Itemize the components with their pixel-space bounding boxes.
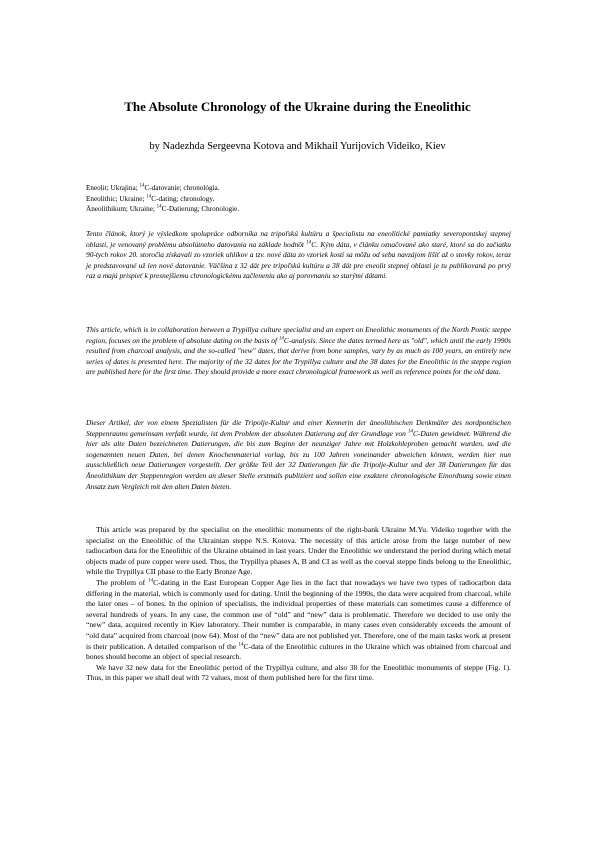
abstract-slovak: Tento článok, ktorý je výsledkom spolupráce odborníka na tripoľskú kultúru a špecialistu na eneolitické pamiatky severopontskej stepnej oblasti, je venovaný problému absolútneho datovania na základe hodnôt $^{14}$C. Kým dáta, v článku označované ako staré, ktoré sa do začiatku 90-tych rokov 20. storočia získavali zo vzoriek uhlíkov a tzv. nové dáta zo vzoriek kostí sa môžu od seba navzájom líšiť až o stovky rokov, teraz je predstavované už len nové datovanie. Väčšina z 32 dát pre tripoľskú kultúru a 38 dát pre eneolit stepnej oblasti je tu publikovaná po prvý raz a majú prispieť k presnejšiemu chronologickému začleneniu ako aj porovnaniu so starými dátami. xyxy=(86,229,511,281)
body-paragraph-3: We have 32 new data for the Eneolithic period of the Trypillya culture, and also 38 for the Eneolithic monuments of steppe (Fig. 1). Thus, in this paper we shall deal with 72 values, most of them published here for the first time. xyxy=(86,662,511,683)
keywords-english: Eneolithic; Ukraine; $^{14}$C-dating; chronology. xyxy=(86,194,215,203)
body-text xyxy=(86,525,511,684)
keywords-german: Äneolithikum; Ukraine; $^{14}$C-Datierung; Chronologie. xyxy=(86,204,240,213)
keywords-slovak: Eneolit; Ukrajina; $^{14}$C-datovanie; chronológia. xyxy=(86,183,220,192)
paper-title: The Absolute Chronology of the Ukraine during the Eneolithic xyxy=(124,99,471,114)
abstract-german: Dieser Artikel, der von einem Spezialisten für die Tripolje-Kultur und einer Kennerin der äneolithischen Denkmäler des nordpontischen Steppenraums gemeinsam verfaßt wurde, ist dem Problem der absoluten Datierung auf der Grundlage von $^{14}$C-Daten gewidmet. Während die hier als alte Daten bezeichneten Datierungen, die bis zum Beginn der neunziger Jahre mit Holzkohleproben gemacht wurden, und die sogenannten neuen Daten, bei denen Knochenmaterial vorlag, bis zu 100 Jahren voneinander abweichen können, werden hier nun ausschließlich neue Datierungen vorgestellt. Der größte Teil der 32 Datierungen für die Tripolje-Kultur und der 38 Datierungen für das Äneolithikum der Steppenregion werden an dieser Stelle erstmals publiziert und sollen eine exaktere chronologische Einordnung sowie einen Ansatz zum Vergleich mit den alten Daten bieten. xyxy=(86,418,511,491)
abstract-english: This article, which is in collaboration between a Trypillya culture specialist and an expert on Eneolithic monuments of the North Pontic steppe region, focuses on the problem of absolute dating on the basis of $^{14}$C-analysis. Since the dates termed here as "old", which until the early 1990s resulted from charcoal analysis, and the so-called "new" dates, that derive from bone samples, vary by as much as 100 years, an entirely new series of dates is presented here. The majority of the 32 dates for the Trypillya culture and the 38 dates for the Eneolithic in the steppe region are published here for the first time. They should provide a more exact chronological framework as well as reference points for the old data. xyxy=(86,325,512,377)
keywords-block xyxy=(86,183,516,215)
body-paragraph-2: The problem of $^{14}$C-dating in the East European Copper Age lies in the fact that nowadays we have two types of radiocarbon data differing in the material, which is commonly used for dating. Until the beginning of the 1990s, the data were acquired from charcoal, while the later ones – of bones. In the opinion of specialists, the individual properties of these materials can sometimes cause a difference of several hundreds of years. In any case, the common use of “old” and “new” data is problematic. Therefore we decided to use only the “new” data, acquired recently in Kiev laboratory. Their number is comparable, in many cases even considerably exceeds the amount of “old data” acquired from charcoal (now 64). Most of the “new” data are not published yet. Therefore, one of the main tasks work at present is their publication. A detailed comparison of the $^{14}$C-data of the Eneolithic cultures in the Ukraine which was obtained from charcoal and bones should become an object of special research. xyxy=(86,577,511,662)
body-paragraph-1: This article was prepared by the specialist on the eneolithic monuments of the right-bank Ukraine M.Yu. Videiko together with the specialist on the Eneolithic of the Ukrainian steppe N.S. Kotova. The necessity of this article arose from the large number of new radiocarbon data for the Eneolithic of the Ukraine obtained in last years. Under the Eneolithic we understand the period during which metal objects made of pure copper were used. Thus, the Trypillya phases A, B and CI as well as the coeval steppe finds belong to the Eneolithic, while the Trypillya CII phase to the Early Bronze Age. xyxy=(86,525,511,577)
author-line: by Nadezhda Sergeevna Kotova and Mikhail Yurijovich Videiko, Kiev xyxy=(149,141,446,152)
